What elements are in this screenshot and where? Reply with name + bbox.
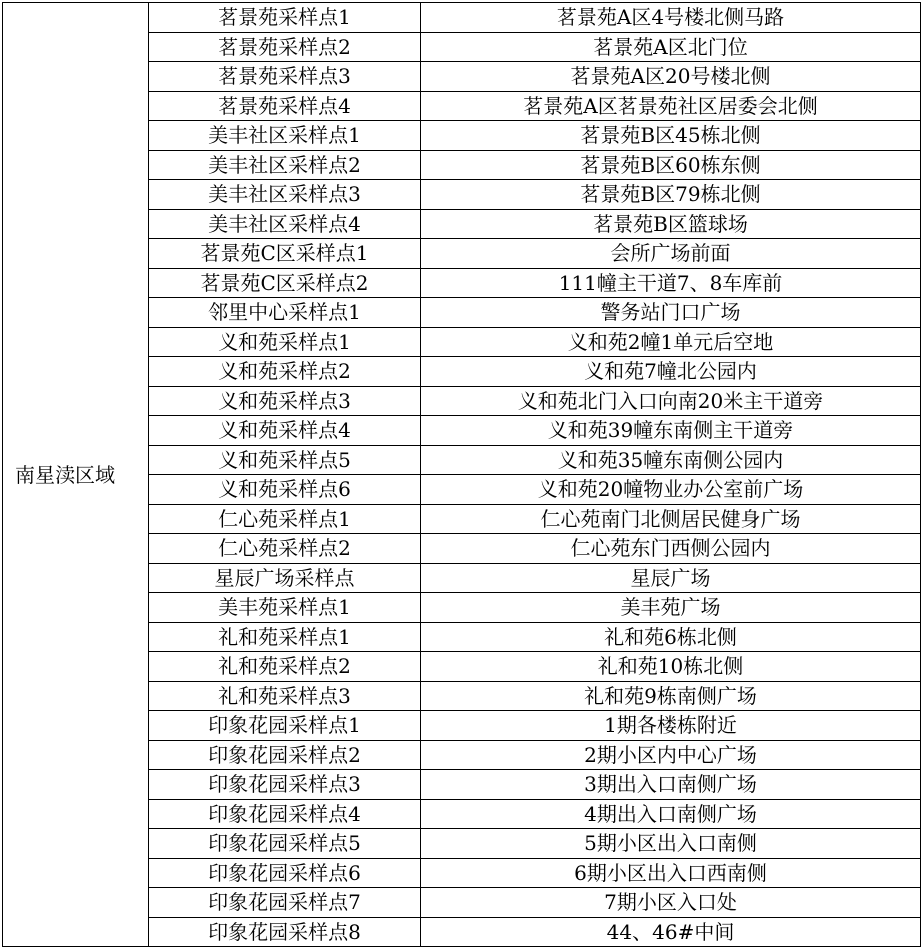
sampling-point-location: 义和苑35幢东南侧公园内 (421, 445, 921, 475)
sampling-point-location: 会所广场前面 (421, 239, 921, 269)
sampling-points-table (2, 2, 921, 947)
sampling-point-name: 印象花园采样点1 (149, 711, 421, 741)
sampling-point-location: 茗景苑B区篮球场 (421, 209, 921, 239)
sampling-point-name: 美丰社区采样点2 (149, 150, 421, 180)
sampling-point-name: 印象花园采样点8 (149, 917, 421, 947)
sampling-point-name: 茗景苑C区采样点1 (149, 239, 421, 269)
sampling-point-name: 美丰社区采样点3 (149, 180, 421, 210)
sampling-point-name: 印象花园采样点6 (149, 858, 421, 888)
sampling-point-name: 仁心苑采样点2 (149, 534, 421, 564)
sampling-point-name: 仁心苑采样点1 (149, 504, 421, 534)
sampling-point-name: 邻里中心采样点1 (149, 298, 421, 328)
sampling-point-name: 印象花园采样点2 (149, 740, 421, 770)
sampling-point-location: 礼和苑6栋北侧 (421, 622, 921, 652)
sampling-point-name: 印象花园采样点5 (149, 829, 421, 859)
sampling-point-name: 印象花园采样点7 (149, 888, 421, 918)
region-cell: 南星渎区域 (3, 3, 149, 947)
sampling-point-location: 礼和苑9栋南侧广场 (421, 681, 921, 711)
sampling-point-name: 茗景苑C区采样点2 (149, 268, 421, 298)
sampling-point-location: 6期小区出入口西南侧 (421, 858, 921, 888)
sampling-point-location: 义和苑7幢北公园内 (421, 357, 921, 387)
sampling-point-location: 茗景苑A区20号楼北侧 (421, 62, 921, 92)
sampling-point-location: 茗景苑B区79栋北侧 (421, 180, 921, 210)
sampling-point-name: 星辰广场采样点 (149, 563, 421, 593)
sampling-point-name: 礼和苑采样点2 (149, 652, 421, 682)
sampling-point-name: 茗景苑采样点1 (149, 3, 421, 33)
sampling-point-location: 义和苑北门入口向南20米主干道旁 (421, 386, 921, 416)
sampling-point-name: 美丰苑采样点1 (149, 593, 421, 623)
sampling-point-name: 礼和苑采样点3 (149, 681, 421, 711)
sampling-point-location: 茗景苑A区北门位 (421, 32, 921, 62)
sampling-point-name: 茗景苑采样点3 (149, 62, 421, 92)
sampling-point-location: 茗景苑B区45栋北侧 (421, 121, 921, 151)
sampling-point-location: 111幢主干道7、8车库前 (421, 268, 921, 298)
sampling-point-location: 茗景苑A区4号楼北侧马路 (421, 3, 921, 33)
sampling-point-name: 茗景苑采样点2 (149, 32, 421, 62)
sampling-point-location: 1期各楼栋附近 (421, 711, 921, 741)
sampling-point-name: 义和苑采样点4 (149, 416, 421, 446)
sampling-point-location: 7期小区入口处 (421, 888, 921, 918)
sampling-point-location: 3期出入口南侧广场 (421, 770, 921, 800)
sampling-point-location: 警务站门口广场 (421, 298, 921, 328)
sampling-point-location: 2期小区内中心广场 (421, 740, 921, 770)
sampling-point-name: 美丰社区采样点4 (149, 209, 421, 239)
sampling-point-location: 美丰苑广场 (421, 593, 921, 623)
sampling-point-name: 茗景苑采样点4 (149, 91, 421, 121)
sampling-point-name: 义和苑采样点6 (149, 475, 421, 505)
sampling-point-location: 4期出入口南侧广场 (421, 799, 921, 829)
sampling-point-name: 印象花园采样点3 (149, 770, 421, 800)
sampling-point-location: 星辰广场 (421, 563, 921, 593)
sampling-point-location: 义和苑39幢东南侧主干道旁 (421, 416, 921, 446)
sampling-point-location: 茗景苑B区60栋东侧 (421, 150, 921, 180)
sampling-point-name: 义和苑采样点2 (149, 357, 421, 387)
sampling-point-location: 5期小区出入口南侧 (421, 829, 921, 859)
sampling-point-location: 礼和苑10栋北侧 (421, 652, 921, 682)
sampling-point-location: 44、46#中间 (421, 917, 921, 947)
sampling-point-location: 义和苑20幢物业办公室前广场 (421, 475, 921, 505)
sampling-point-name: 义和苑采样点1 (149, 327, 421, 357)
sampling-point-location: 义和苑2幢1单元后空地 (421, 327, 921, 357)
table-body (3, 3, 921, 947)
sampling-point-name: 礼和苑采样点1 (149, 622, 421, 652)
sampling-point-name: 印象花园采样点4 (149, 799, 421, 829)
sampling-point-name: 义和苑采样点5 (149, 445, 421, 475)
sampling-point-name: 美丰社区采样点1 (149, 121, 421, 151)
sampling-point-location: 仁心苑东门西侧公园内 (421, 534, 921, 564)
sampling-point-name: 义和苑采样点3 (149, 386, 421, 416)
table-row (3, 3, 921, 33)
sampling-point-location: 仁心苑南门北侧居民健身广场 (421, 504, 921, 534)
sampling-point-location: 茗景苑A区茗景苑社区居委会北侧 (421, 91, 921, 121)
